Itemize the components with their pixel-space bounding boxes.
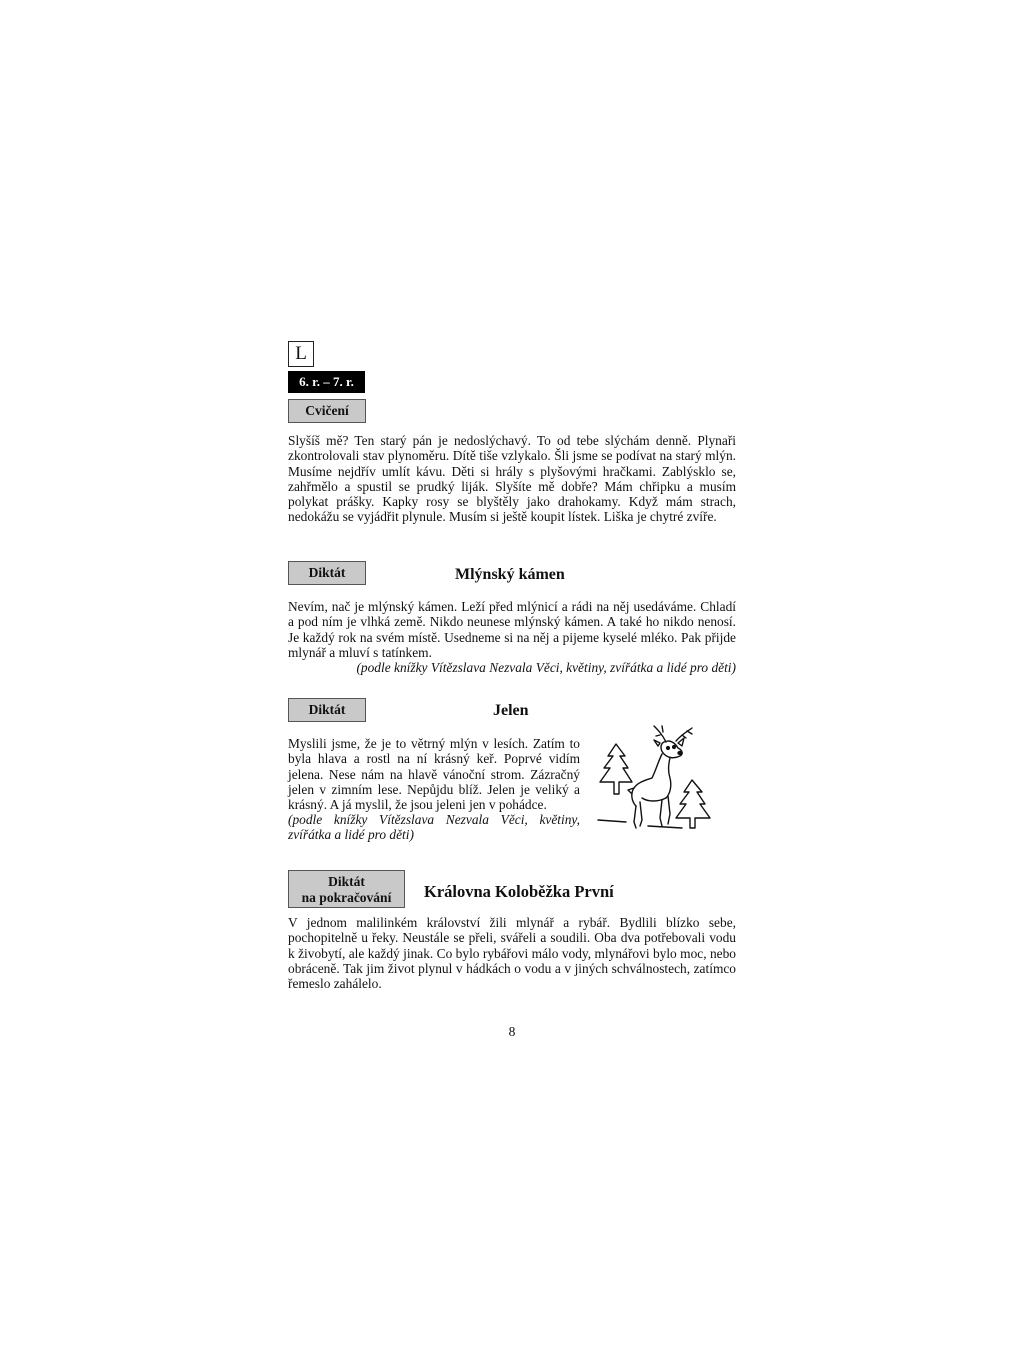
dictation-source: (podle knížky Vítězslava Nezvala Věci, květiny, zvířátka a lidé pro děti) — [356, 660, 736, 675]
grade-badge: 6. r. – 7. r. — [288, 371, 365, 393]
section-letter-box: L — [288, 341, 314, 367]
dictation-text: V jednom malilinkém království žili mlynář a rybář. Bydlili blízko sebe, pochopitelně u řeky. Neustále se přeli, svářeli a soudili. Oba dva potřebovali vodu k živobytí, ale každý jinak. Co bylo rybářovi málo vody, mlynářovi bylo moc, nebo obráceně. Tak jim život plynul v hádkách o vodu a v jiných schválnostech, zatímco řemeslo zahálelo. — [288, 915, 736, 992]
dictation-title: Mlýnský kámen — [455, 566, 565, 583]
dictation-label: Diktát — [288, 698, 366, 722]
dictation-label: Diktát — [288, 561, 366, 585]
deer-in-forest-icon — [596, 722, 720, 834]
exercise-text: Slyšíš mě? Ten starý pán je nedoslýchavý. To od tebe slýchám denně. Plynaři zkontrolovali stav plynoměru. Dítě tiše vzlykalo. Šli jsme se podívat na starý mlýn. Musíme nejdřív umlít kávu. Děti si hrály s plyšovými hračkami. Zablýsklo se, zahřmělo a spustil se prudký liják. Slyšíte mě dobře? Mám chřipku a musím polykat prášky. Kapky rosy se blyštěly jako drahokamy. Když mám strach, nedokážu se vyjádřit plynule. Musím si ještě koupit lístek. Liška je chytré zvíře. — [288, 433, 736, 525]
label-line: Diktát — [328, 874, 365, 889]
dictation-text: Myslili jsme, že je to větrný mlýn v lesích. Zatím to byla hlava a rostl na ní krásný keř. Poprvé vidím jelena. Nese nám na hlavě vánoční strom. Zázračný jelen v zimním lese. Nepůjdu blíž. Jelen je veliký a krásný. A já myslil, že jsou jeleni jen v pohádce. — [288, 736, 580, 813]
label-line: na pokračování — [301, 890, 392, 905]
page-number: 8 — [508, 1024, 516, 1039]
dictation-text: Nevím, nač je mlýnský kámen. Leží před mlýnicí a rádi na něj usedáváme. Chladí a pod ním je vlhká země. Nikdo neunese mlýnský kámen. A také ho nikdo nenosí. Je každý rok na svém místě. Usedneme si na něj a pijeme kyselé mléko. Pak přijde mlynář a mluví s tatínkem. — [288, 599, 736, 660]
dictation-source: (podle knížky Vítězslava Nezvala Věci, květiny, zvířátka a lidé pro děti) — [288, 812, 580, 843]
dictation-title: Jelen — [493, 702, 529, 719]
dictation-title: Královna Koloběžka První — [424, 882, 614, 901]
continued-dictation-label — [288, 870, 405, 908]
exercise-label: Cvičení — [288, 399, 366, 423]
